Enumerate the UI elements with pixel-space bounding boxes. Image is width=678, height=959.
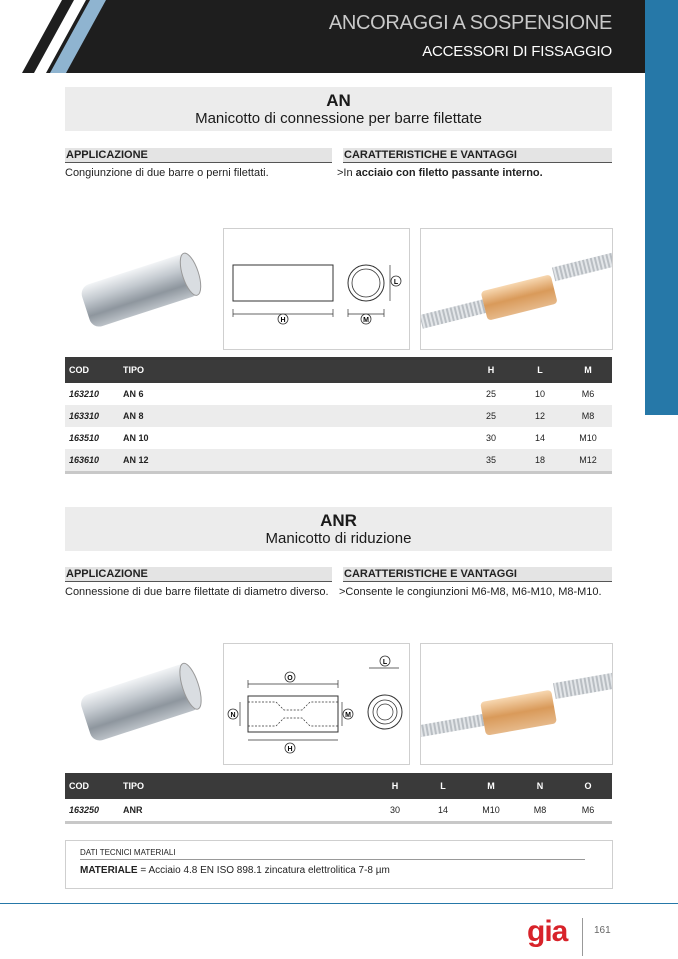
features-prefix: >In xyxy=(337,167,356,179)
col-h: H xyxy=(391,781,399,791)
col-l: L xyxy=(440,781,446,791)
cell-l: 14 xyxy=(534,433,545,443)
materials-heading: DATI TECNICI MATERIALI xyxy=(80,848,585,860)
technical-drawing-anr xyxy=(223,643,410,765)
table-row xyxy=(65,449,612,471)
application-heading: APPLICAZIONE xyxy=(65,567,332,582)
col-tipo: TIPO xyxy=(123,781,145,791)
cell-cod: 163510 xyxy=(69,433,100,443)
table-bottom-rule xyxy=(65,471,612,474)
footer-rule xyxy=(0,903,678,904)
product-photo-anr xyxy=(75,652,210,752)
table-header xyxy=(65,357,612,383)
col-n: N xyxy=(536,781,544,791)
section-title-an xyxy=(65,87,612,131)
application-text: Congiunzione di due barre o perni filettati. xyxy=(65,167,269,179)
cell-l: 18 xyxy=(534,455,545,465)
cell-m: M12 xyxy=(579,455,597,465)
materials-box xyxy=(65,840,613,889)
cell-h: 30 xyxy=(485,433,496,443)
materials-value: = Acciaio 4.8 EN ISO 898.1 zincatura elettrolitica 7-8 µm xyxy=(137,865,390,876)
product-description: Manicotto di connessione per barre filettate xyxy=(195,110,482,127)
cell-tipo: AN 10 xyxy=(123,433,149,443)
cell-cod: 163310 xyxy=(69,411,100,421)
cell-l: 14 xyxy=(437,805,448,815)
dim-label-n: N xyxy=(230,712,236,719)
cell-tipo: ANR xyxy=(123,805,143,815)
cell-h: 25 xyxy=(485,411,496,421)
application-heading: APPLICAZIONE xyxy=(65,148,332,163)
features-text: >Consente le congiunzioni M6-M8, M6-M10, M8-M10. xyxy=(339,586,602,598)
dim-label-l: L xyxy=(393,279,399,286)
features-text xyxy=(337,167,543,179)
header-title: ANCORAGGI A SOSPENSIONE xyxy=(328,12,612,34)
technical-drawing-an xyxy=(223,228,410,350)
cell-tipo: AN 6 xyxy=(123,389,144,399)
cell-h: 30 xyxy=(389,805,400,815)
header-subtitle: ACCESSORI DI FISSAGGIO xyxy=(422,43,612,60)
product-code: ANR xyxy=(320,511,357,530)
table-row xyxy=(65,405,612,427)
col-h: H xyxy=(487,365,495,375)
cell-m: M10 xyxy=(579,433,597,443)
application-photo-anr xyxy=(420,643,613,765)
cell-o: M6 xyxy=(581,805,595,815)
col-m: M xyxy=(487,781,495,791)
section-title-anr xyxy=(65,507,612,551)
col-cod: COD xyxy=(69,365,89,375)
col-l: L xyxy=(537,365,543,375)
cell-cod: 163250 xyxy=(69,805,100,815)
cell-cod: 163210 xyxy=(69,389,100,399)
col-tipo: TIPO xyxy=(123,365,145,375)
cell-m: M6 xyxy=(581,389,595,399)
cell-l: 10 xyxy=(534,389,545,399)
page-header xyxy=(0,0,645,73)
application-text: Connessione di due barre filettate di diametro diverso. xyxy=(65,586,329,598)
side-tab xyxy=(645,0,678,415)
header-stripes-icon xyxy=(0,0,120,73)
footer-separator xyxy=(582,918,583,956)
product-table-anr xyxy=(65,773,612,824)
materials-text xyxy=(80,865,390,876)
cell-tipo: AN 8 xyxy=(123,411,144,421)
dim-label-m: M xyxy=(345,712,351,719)
application-photo-an xyxy=(420,228,613,350)
cell-tipo: AN 12 xyxy=(123,455,149,465)
table-row xyxy=(65,799,612,821)
cell-cod: 163610 xyxy=(69,455,100,465)
page-number: 161 xyxy=(594,925,611,936)
cell-m: M8 xyxy=(581,411,595,421)
cell-l: 12 xyxy=(534,411,545,421)
table-row xyxy=(65,427,612,449)
col-m: M xyxy=(584,365,592,375)
dim-label-l: L xyxy=(382,659,388,666)
table-bottom-rule xyxy=(65,821,612,824)
materials-label: MATERIALE xyxy=(80,865,138,876)
product-table-an xyxy=(65,357,612,474)
product-code: AN xyxy=(326,91,351,110)
col-o: O xyxy=(584,781,592,791)
dim-label-h: H xyxy=(280,317,286,324)
features-heading: CARATTERISTICHE E VANTAGGI xyxy=(343,148,612,163)
cell-m: M10 xyxy=(482,805,500,815)
dim-label-o: O xyxy=(287,675,293,682)
product-photo-an xyxy=(75,240,210,340)
cell-n: M8 xyxy=(533,805,547,815)
features-heading: CARATTERISTICHE E VANTAGGI xyxy=(343,567,612,582)
table-row xyxy=(65,383,612,405)
cell-h: 25 xyxy=(485,389,496,399)
dim-label-m: M xyxy=(363,317,369,324)
col-cod: COD xyxy=(69,781,89,791)
gia-logo: gia xyxy=(527,915,568,948)
cell-h: 35 xyxy=(485,455,496,465)
product-description: Manicotto di riduzione xyxy=(265,530,412,547)
features-bold: acciaio con filetto passante interno. xyxy=(355,167,543,179)
dim-label-h: H xyxy=(287,746,293,753)
table-header xyxy=(65,773,612,799)
